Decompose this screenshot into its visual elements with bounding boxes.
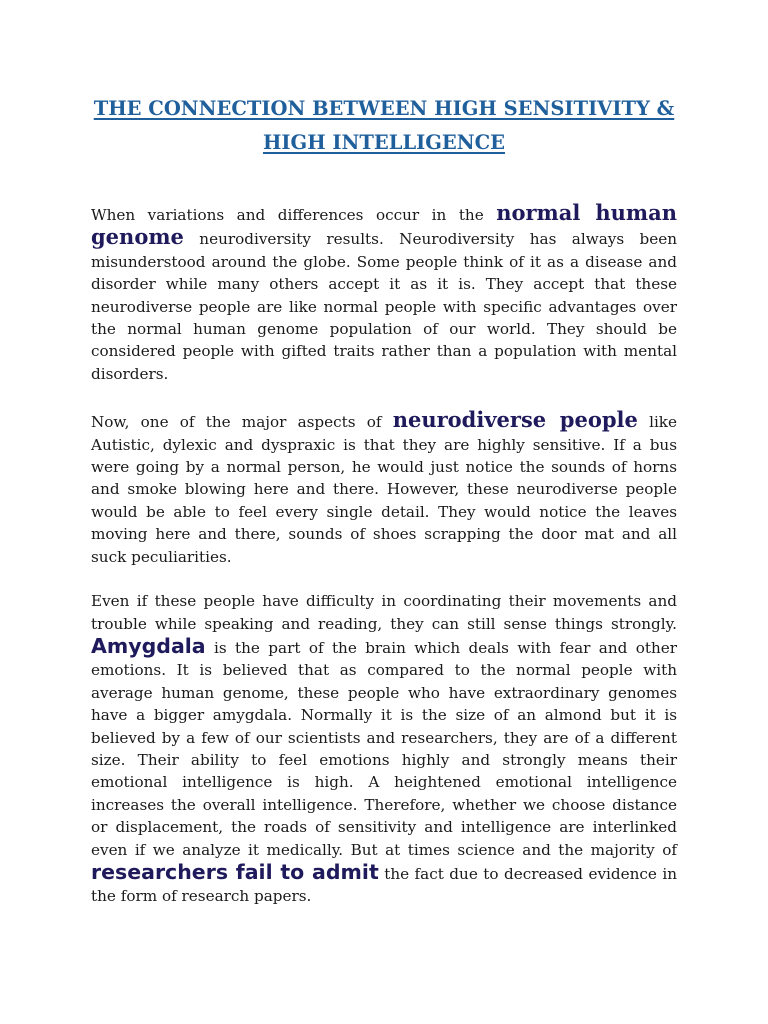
keyword-researchers-fail-to-admit: researchers fail to admit — [91, 859, 379, 884]
paragraph-2-text-start: Now, one of the major aspects of — [91, 413, 393, 432]
keyword-normal-human-genome: normal human genome — [91, 200, 677, 250]
paragraph-3-text-middle: is the part of the brain which deals with fear and other emotions. It is believed that as compared to the normal people with average human genome, these people who have extraordinary genomes have a bigger amygdala. Normally it is the size of an almond but it is believed by a few of our scientists and researchers, they are of a different size. Their ability to feel emotions highly and strongly means their emotional intelligence is high. A heightened emotional intelligence increases the overall intelligence. Therefore, whether we choose distance or displacement, the roads of sensitivity and intelligence are interlinked even if we analyze it medically. But at times science and the majority of — [91, 638, 677, 859]
document-title: THE CONNECTION BETWEEN HIGH SENSITIVITY & HIGH INTELLIGENCE — [93, 97, 675, 154]
keyword-neurodiverse-people: neurodiverse people — [392, 407, 638, 433]
paragraph-1 — [91, 202, 677, 385]
paragraph-1-text-start: When variations and differences occur in the — [91, 206, 497, 224]
keyword-amygdala: Amygdala — [91, 633, 206, 658]
document-page — [91, 92, 677, 908]
paragraph-1-text-end: neurodiversity results. Neurodiversity has always been misunderstood around the globe. Some people think of it as a disease and disorder while many others accept it as it is. They accept that these neurodiverse people are like normal people with specific advantages over the normal human genome population of our world. They should be considered people with gifted traits rather than a population with mental disorders. — [91, 230, 677, 383]
paragraph-3-text-end: the fact due to decreased evidence in the form of research papers. — [91, 864, 677, 906]
paragraph-2 — [91, 409, 677, 568]
paragraph-2-text-end: like Autistic, dylexic and dyspraxic is that they are highly sensitive. If a bus were going by a normal person, he would just notice the sounds of horns and smoke blowing here and there. However, these neurodiverse people would be able to feel every single detail. They would notice the leaves moving here and there, sounds of shoes scrapping the door mat and all suck peculiarities. — [91, 413, 677, 566]
paragraph-3-text-start: Even if these people have difficulty in coordinating their movements and trouble while speaking and reading, they can still sense things strongly. — [91, 592, 677, 633]
paragraph-3 — [91, 590, 677, 908]
